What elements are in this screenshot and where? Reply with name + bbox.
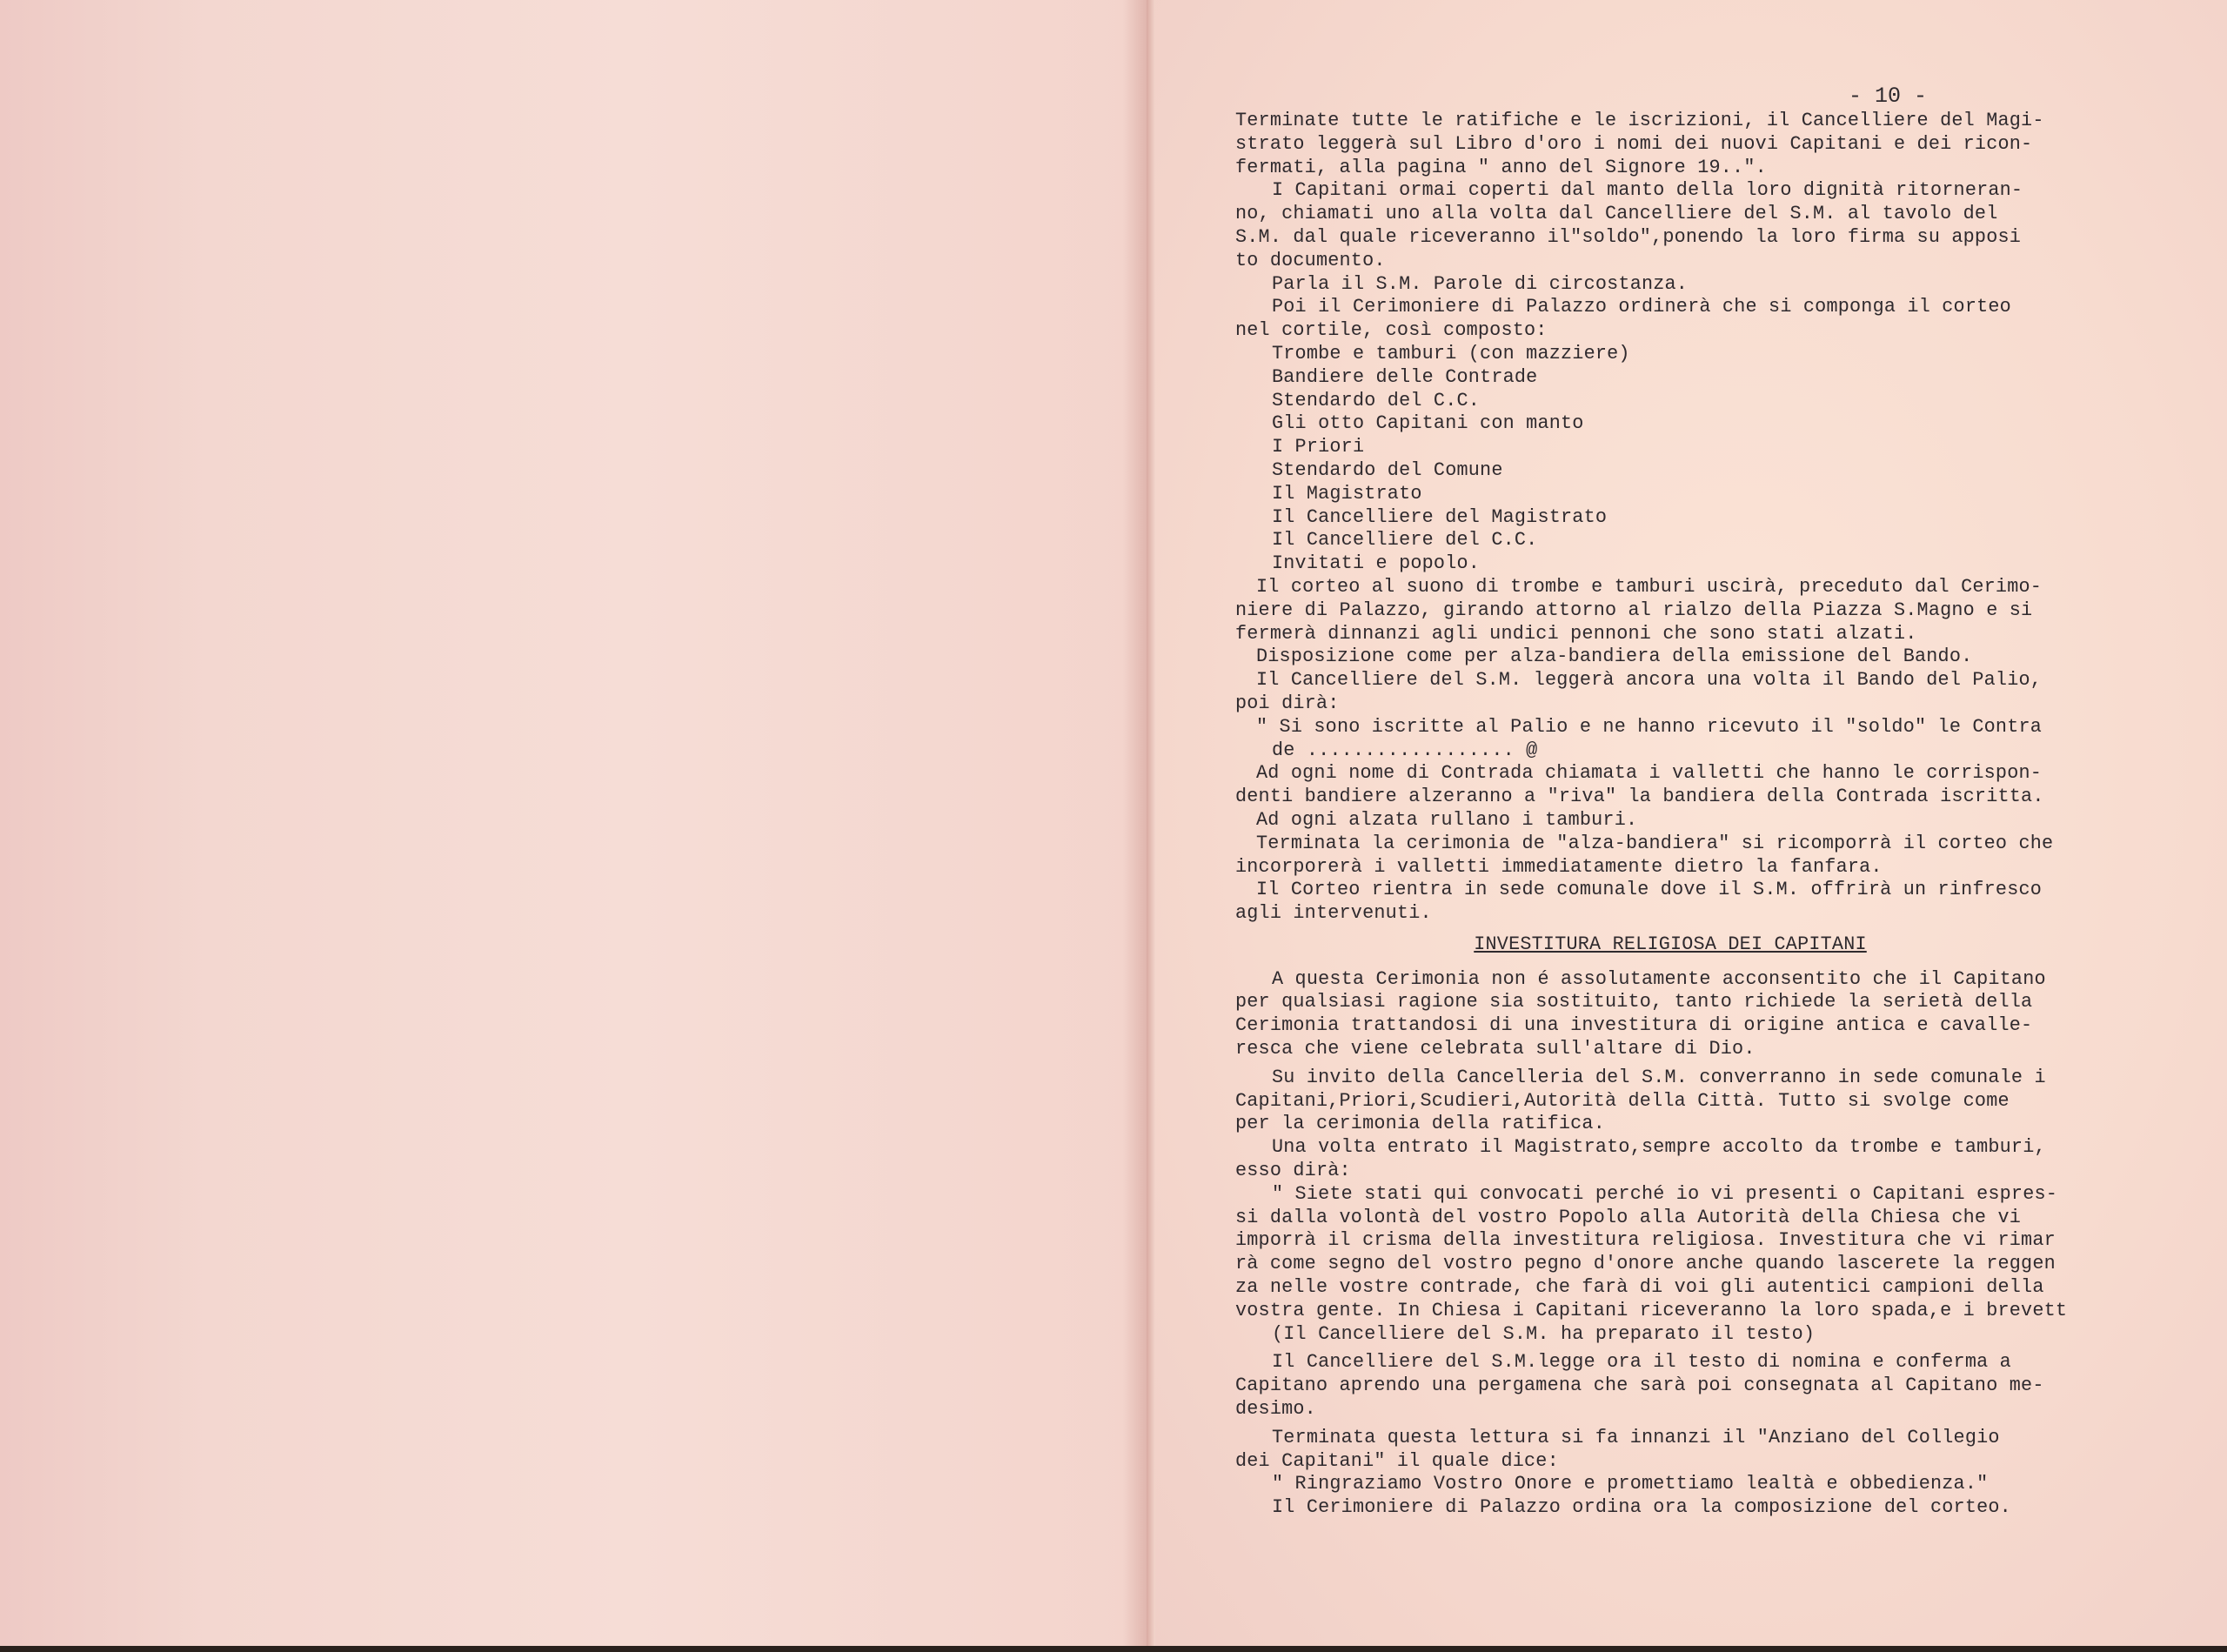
text-line: S.M. dal quale riceveranno il"soldo",ponendo la loro firma su apposi [1235,225,2022,248]
text-line: fermati, alla pagina " anno del Signore 19..". [1235,156,1767,178]
procession-item: Bandiere delle Contrade [1272,365,1538,388]
text-line: Il Cancelliere del S.M.legge ora il testo di nomina e conferma a [1272,1351,2011,1374]
text-line: si dalla volontà del vostro Popolo alla Autorità della Chiesa che vi [1235,1206,2022,1228]
text-line: Il Cancelliere del S.M. leggerà ancora una volta il Bando del Palio, [1256,669,2043,692]
text-line: Terminate tutte le ratifiche e le iscrizioni, il Cancelliere del Magi- [1235,110,2044,131]
procession-item: Trombe e tamburi (con mazziere) [1272,342,1630,365]
text-line: Ad ogni alzata rullano i tamburi. [1256,808,1638,831]
text-line: to documento. [1235,249,1386,271]
procession-item: I Priori [1272,436,1365,458]
section-title: INVESTITURA RELIGIOSA DEI CAPITANI [1474,933,1867,955]
text-line: Il corteo al suono di trombe e tamburi uscirà, preceduto dal Cerimo- [1256,575,2043,598]
page-number: - 10 - [1849,84,1928,109]
text-line: Su invito della Cancelleria del S.M. converranno in sede comunale i [1272,1066,2046,1088]
text-line: Parla il S.M. Parole di circostanza. [1272,272,1689,295]
text-line: dei Capitani" il quale dice: [1235,1449,1559,1472]
text-line: rà come segno del vostro pegno d'onore anche quando lascerete la reggen [1235,1253,2056,1275]
text-line: (Il Cancelliere del S.M. ha preparato il testo) [1272,1322,1816,1345]
procession-item: Stendardo del C.C. [1272,389,1481,411]
scan-bottom-edge [0,1646,2227,1652]
text-line: Disposizione come per alza-bandiera della emissione del Bando. [1256,645,1973,668]
text-line: nel cortile, così composto: [1235,319,1548,342]
page-fold-shadow [1122,0,1147,1652]
text-line: no, chiamati uno alla volta dal Cancelliere del S.M. al tavolo del [1235,203,1998,225]
book-gutter [1147,0,1155,1652]
text-line: imporrà il crisma della investitura religiosa. Investitura che vi rimar [1235,1229,2056,1252]
text-line: de .................. @ [1272,739,1538,761]
text-line: Ad ogni nome di Contrada chiamata i valletti che hanno le corrispon- [1256,762,2043,785]
text-line: Capitano aprendo una pergamena che sarà poi consegnata al Capitano me- [1235,1374,2044,1397]
text-line: niere di Palazzo, girando attorno al rialzo della Piazza S.Magno e si [1235,599,2033,621]
text-line: esso dirà: [1235,1160,1351,1182]
text-line: agli intervenuti. [1235,902,1432,925]
text-line: poi dirà: [1235,692,1340,714]
text-line: strato leggerà sul Libro d'oro i nomi dei nuovi Capitani e dei ricon- [1235,132,2033,155]
text-line: denti bandiere alzeranno a "riva" la bandiera della Contrada iscritta. [1235,786,2044,808]
procession-item: Il Cancelliere del C.C. [1272,529,1538,552]
text-line: " Ringraziamo Vostro Onore e promettiamo lealtà e obbedienza." [1272,1473,1989,1495]
text-line: Il Corteo rientra in sede comunale dove il S.M. offrirà un rinfresco [1256,879,2043,901]
text-line: za nelle vostre contrade, che farà di voi gli autentici campioni della [1235,1276,2044,1299]
text-line: Cerimonia trattandosi di una investitura di origine antica e cavalle- [1235,1014,2033,1037]
text-line: Una volta entrato il Magistrato,sempre accolto da trombe e tamburi, [1272,1136,2046,1159]
procession-item: Il Magistrato [1272,482,1422,505]
text-line: per la cerimonia della ratifica. [1235,1113,1605,1135]
text-line: incorporerà i valletti immediatamente dietro la fanfara. [1235,855,1883,878]
text-line: " Siete stati qui convocati perché io vi presenti o Capitani espres- [1272,1182,2058,1205]
procession-item: Gli otto Capitani con manto [1272,412,1584,435]
text-line: Poi il Cerimoniere di Palazzo ordinerà che si componga il corteo [1272,296,2011,318]
procession-item: Stendardo del Comune [1272,458,1503,481]
text-line: resca che viene celebrata sull'altare di Dio. [1235,1038,1756,1060]
text-line: A questa Cerimonia non é assolutamente acconsentito che il Capitano [1272,967,2046,990]
text-line: Il Cerimoniere di Palazzo ordina ora la composizione del corteo. [1272,1496,2011,1519]
text-line: " Si sono iscritte al Palio e ne hanno ricevuto il "soldo" le Contra [1256,715,2043,738]
text-line: I Capitani ormai coperti dal manto della loro dignità ritorneran- [1272,179,2023,202]
procession-item: Il Cancelliere del Magistrato [1272,505,1608,528]
text-line: desimo. [1235,1398,1316,1421]
document-text [1235,110,2133,1520]
text-line: vostra gente. In Chiesa i Capitani riceveranno la loro spada,e i brevett [1235,1299,2068,1321]
text-line: Capitani,Priori,Scudieri,Autorità della Città. Tutto si svolge come [1235,1089,2010,1112]
text-line: fermerà dinnanzi agli undici pennoni che sono stati alzati. [1235,622,1917,645]
text-line: per qualsiasi ragione sia sostituito, tanto richiede la serietà della [1235,991,2033,1013]
text-line: Terminata questa lettura si fa innanzi il "Anziano del Collegio [1272,1426,2000,1448]
text-line: Terminata la cerimonia de "alza-bandiera" si ricomporrà il corteo che [1256,832,2054,854]
procession-item: Invitati e popolo. [1272,552,1481,575]
